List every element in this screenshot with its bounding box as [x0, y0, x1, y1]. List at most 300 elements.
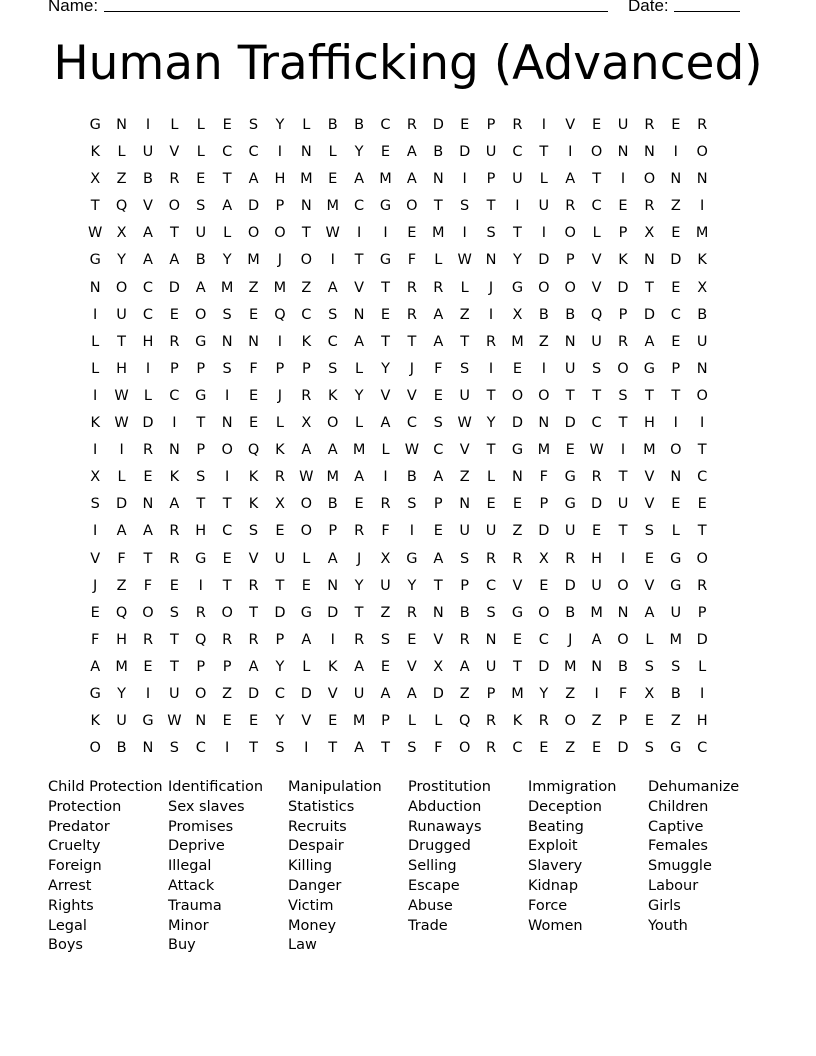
grid-letter[interactable]: H: [274, 171, 286, 188]
grid-letter[interactable]: B: [433, 144, 444, 161]
grid-letter[interactable]: I: [277, 144, 283, 161]
grid-letter[interactable]: M: [247, 252, 260, 269]
grid-letter[interactable]: E: [512, 631, 523, 648]
grid-letter[interactable]: V: [644, 496, 655, 513]
grid-letter[interactable]: T: [433, 198, 443, 215]
grid-letter[interactable]: S: [169, 740, 179, 757]
grid-letter[interactable]: V: [644, 577, 655, 594]
grid-letter[interactable]: P: [381, 713, 390, 730]
grid-letter[interactable]: J: [568, 631, 573, 648]
grid-letter[interactable]: X: [274, 496, 285, 513]
grid-letter[interactable]: N: [195, 713, 207, 730]
grid-letter[interactable]: T: [460, 333, 470, 350]
grid-letter[interactable]: R: [406, 604, 417, 621]
grid-letter[interactable]: X: [433, 658, 444, 675]
grid-letter[interactable]: N: [432, 604, 444, 621]
grid-letter[interactable]: I: [594, 685, 599, 702]
grid-letter[interactable]: I: [277, 333, 283, 350]
grid-letter[interactable]: E: [380, 306, 391, 323]
grid-letter[interactable]: B: [459, 604, 470, 621]
grid-letter[interactable]: A: [301, 631, 312, 648]
grid-letter[interactable]: B: [354, 117, 365, 133]
grid-letter[interactable]: E: [248, 415, 259, 432]
grid-letter[interactable]: T: [196, 496, 206, 513]
grid-letter[interactable]: L: [381, 442, 390, 459]
grid-letter[interactable]: N: [116, 117, 128, 133]
grid-letter[interactable]: R: [406, 279, 417, 296]
grid-letter[interactable]: U: [617, 496, 629, 513]
grid-letter[interactable]: E: [618, 198, 628, 215]
grid-letter[interactable]: S: [644, 523, 654, 540]
grid-letter[interactable]: L: [91, 360, 100, 377]
grid-letter[interactable]: V: [354, 279, 365, 296]
grid-letter[interactable]: W: [457, 415, 472, 432]
grid-letter[interactable]: U: [591, 333, 602, 350]
grid-letter[interactable]: Z: [670, 198, 681, 215]
grid-letter[interactable]: Y: [486, 415, 496, 432]
grid-letter[interactable]: P: [460, 577, 470, 594]
grid-letter[interactable]: U: [591, 577, 602, 594]
grid-letter[interactable]: L: [117, 469, 126, 486]
grid-letter[interactable]: V: [433, 631, 444, 648]
grid-letter[interactable]: Z: [222, 685, 233, 702]
grid-letter[interactable]: Q: [115, 198, 128, 215]
grid-letter[interactable]: C: [169, 387, 180, 404]
grid-letter[interactable]: F: [434, 740, 443, 757]
grid-letter[interactable]: A: [354, 171, 365, 188]
grid-letter[interactable]: D: [564, 415, 576, 432]
grid-letter[interactable]: N: [643, 144, 655, 161]
grid-letter[interactable]: U: [459, 523, 470, 540]
grid-letter[interactable]: C: [380, 117, 391, 133]
grid-letter[interactable]: M: [669, 631, 683, 648]
grid-letter[interactable]: N: [591, 658, 603, 675]
grid-letter[interactable]: I: [225, 387, 230, 404]
grid-letter[interactable]: G: [195, 550, 207, 567]
grid-letter[interactable]: R: [486, 713, 497, 730]
grid-letter[interactable]: P: [433, 496, 443, 513]
grid-letter[interactable]: T: [354, 604, 364, 621]
grid-letter[interactable]: G: [511, 279, 524, 296]
grid-letter[interactable]: P: [486, 171, 496, 188]
grid-letter[interactable]: K: [327, 387, 338, 404]
grid-letter[interactable]: T: [249, 604, 258, 621]
grid-letter[interactable]: E: [222, 713, 232, 730]
grid-letter[interactable]: M: [115, 658, 128, 675]
grid-letter[interactable]: K: [301, 333, 312, 350]
grid-letter[interactable]: T: [169, 225, 179, 242]
grid-letter[interactable]: E: [592, 523, 602, 540]
grid-letter[interactable]: U: [485, 523, 497, 540]
grid-letter[interactable]: S: [407, 740, 417, 757]
grid-letter[interactable]: R: [512, 117, 523, 133]
grid-letter[interactable]: D: [168, 279, 180, 296]
grid-letter[interactable]: A: [591, 631, 602, 648]
grid-letter[interactable]: V: [406, 658, 417, 675]
grid-letter[interactable]: O: [538, 279, 550, 296]
grid-letter[interactable]: R: [142, 631, 154, 648]
grid-letter[interactable]: M: [643, 442, 656, 459]
grid-letter[interactable]: O: [221, 442, 233, 459]
grid-letter[interactable]: R: [222, 631, 233, 648]
grid-letter[interactable]: I: [409, 523, 415, 540]
grid-letter[interactable]: Z: [565, 740, 576, 757]
grid-letter[interactable]: Q: [590, 306, 603, 323]
grid-letter[interactable]: A: [169, 496, 180, 513]
grid-letter[interactable]: H: [195, 523, 207, 540]
grid-letter[interactable]: N: [696, 171, 708, 188]
grid-letter[interactable]: R: [248, 577, 259, 594]
grid-letter[interactable]: B: [565, 306, 576, 323]
grid-letter[interactable]: O: [115, 279, 128, 296]
grid-letter[interactable]: L: [407, 713, 416, 730]
grid-letter[interactable]: C: [142, 306, 154, 323]
grid-letter[interactable]: A: [248, 658, 259, 675]
grid-letter[interactable]: G: [142, 713, 154, 730]
grid-letter[interactable]: G: [89, 685, 101, 702]
grid-letter[interactable]: H: [591, 550, 603, 567]
grid-letter[interactable]: I: [93, 523, 98, 540]
grid-letter[interactable]: R: [512, 550, 523, 567]
grid-letter[interactable]: E: [697, 496, 707, 513]
grid-letter[interactable]: V: [459, 442, 470, 459]
grid-letter[interactable]: E: [169, 577, 179, 594]
grid-letter[interactable]: P: [697, 604, 707, 621]
grid-letter[interactable]: I: [356, 225, 362, 242]
grid-letter[interactable]: E: [671, 117, 681, 133]
grid-letter[interactable]: W: [325, 225, 340, 242]
grid-letter[interactable]: D: [247, 198, 260, 215]
grid-letter[interactable]: I: [541, 360, 546, 377]
grid-letter[interactable]: S: [644, 740, 654, 757]
grid-letter[interactable]: T: [618, 523, 628, 540]
grid-letter[interactable]: C: [512, 144, 523, 161]
grid-letter[interactable]: M: [273, 279, 287, 296]
grid-letter[interactable]: Z: [301, 279, 312, 296]
grid-letter[interactable]: R: [697, 577, 708, 594]
grid-letter[interactable]: E: [90, 604, 100, 621]
grid-letter[interactable]: I: [304, 740, 309, 757]
grid-letter[interactable]: I: [330, 631, 335, 648]
grid-letter[interactable]: K: [169, 469, 180, 486]
grid-letter[interactable]: Y: [275, 117, 285, 133]
grid-letter[interactable]: W: [299, 469, 314, 486]
grid-letter[interactable]: E: [565, 442, 575, 459]
grid-letter[interactable]: I: [462, 225, 467, 242]
grid-letter[interactable]: N: [670, 171, 682, 188]
grid-letter[interactable]: D: [432, 117, 444, 133]
grid-letter[interactable]: X: [116, 225, 127, 242]
grid-letter[interactable]: O: [696, 387, 708, 404]
grid-letter[interactable]: V: [327, 685, 338, 702]
grid-letter[interactable]: O: [458, 740, 471, 757]
grid-letter[interactable]: N: [564, 333, 576, 350]
grid-letter[interactable]: G: [195, 333, 207, 350]
grid-letter[interactable]: A: [354, 658, 365, 675]
grid-letter[interactable]: J: [409, 360, 415, 377]
grid-letter[interactable]: G: [379, 198, 392, 215]
grid-letter[interactable]: A: [248, 171, 259, 188]
grid-letter[interactable]: O: [564, 225, 576, 242]
grid-letter[interactable]: M: [590, 604, 603, 621]
grid-letter[interactable]: P: [328, 523, 338, 540]
grid-letter[interactable]: Q: [458, 713, 471, 730]
grid-letter[interactable]: G: [670, 740, 682, 757]
grid-letter[interactable]: I: [172, 415, 177, 432]
grid-letter[interactable]: X: [697, 279, 708, 296]
grid-letter[interactable]: S: [248, 117, 259, 133]
grid-letter[interactable]: V: [301, 713, 312, 730]
grid-letter[interactable]: C: [591, 198, 602, 215]
grid-letter[interactable]: U: [485, 658, 497, 675]
grid-letter[interactable]: A: [380, 415, 391, 432]
grid-letter[interactable]: D: [643, 306, 655, 323]
grid-letter[interactable]: B: [143, 171, 153, 188]
grid-letter[interactable]: V: [169, 144, 180, 161]
grid-letter[interactable]: X: [538, 550, 549, 567]
grid-letter[interactable]: O: [406, 198, 418, 215]
grid-letter[interactable]: C: [697, 469, 708, 486]
grid-letter[interactable]: R: [169, 550, 180, 567]
grid-letter[interactable]: O: [564, 713, 576, 730]
grid-letter[interactable]: M: [511, 685, 524, 702]
grid-letter[interactable]: O: [142, 604, 154, 621]
grid-letter[interactable]: O: [221, 604, 233, 621]
grid-letter[interactable]: O: [300, 523, 313, 540]
grid-letter[interactable]: P: [275, 631, 285, 648]
grid-letter[interactable]: I: [93, 387, 98, 404]
grid-letter[interactable]: B: [618, 658, 628, 675]
grid-letter[interactable]: V: [591, 252, 602, 269]
grid-letter[interactable]: G: [670, 577, 682, 594]
grid-letter[interactable]: J: [488, 279, 494, 296]
grid-letter[interactable]: S: [222, 360, 232, 377]
grid-letter[interactable]: E: [196, 171, 206, 188]
grid-letter[interactable]: S: [328, 360, 338, 377]
grid-letter[interactable]: Y: [117, 252, 127, 269]
grid-letter[interactable]: A: [433, 469, 444, 486]
grid-letter[interactable]: P: [486, 685, 496, 702]
grid-letter[interactable]: T: [196, 415, 206, 432]
grid-letter[interactable]: H: [116, 631, 128, 648]
grid-letter[interactable]: I: [462, 171, 467, 188]
grid-letter[interactable]: A: [354, 740, 365, 757]
grid-letter[interactable]: M: [352, 713, 366, 730]
grid-letter[interactable]: N: [617, 144, 629, 161]
grid-letter[interactable]: E: [486, 496, 496, 513]
grid-letter[interactable]: D: [327, 604, 339, 621]
grid-letter[interactable]: U: [564, 360, 576, 377]
grid-letter[interactable]: Q: [247, 442, 260, 459]
grid-letter[interactable]: T: [433, 577, 443, 594]
grid-letter[interactable]: N: [617, 604, 629, 621]
grid-letter[interactable]: D: [564, 577, 576, 594]
grid-letter[interactable]: J: [356, 550, 362, 567]
grid-letter[interactable]: N: [432, 171, 444, 188]
grid-letter[interactable]: N: [89, 279, 101, 296]
grid-letter[interactable]: A: [644, 333, 655, 350]
grid-letter[interactable]: I: [673, 415, 678, 432]
grid-letter[interactable]: T: [671, 387, 681, 404]
grid-letter[interactable]: H: [142, 333, 154, 350]
grid-letter[interactable]: R: [433, 279, 444, 296]
grid-letter[interactable]: B: [195, 252, 206, 269]
grid-letter[interactable]: D: [142, 415, 154, 432]
grid-letter[interactable]: S: [328, 306, 338, 323]
grid-letter[interactable]: R: [459, 631, 470, 648]
grid-letter[interactable]: U: [538, 198, 550, 215]
grid-letter[interactable]: B: [327, 496, 338, 513]
grid-letter[interactable]: E: [433, 387, 443, 404]
grid-letter[interactable]: N: [300, 144, 312, 161]
grid-letter[interactable]: W: [457, 252, 472, 269]
grid-letter[interactable]: O: [696, 144, 708, 161]
grid-letter[interactable]: R: [169, 333, 180, 350]
grid-letter[interactable]: K: [327, 658, 338, 675]
grid-letter[interactable]: T: [486, 387, 496, 404]
grid-letter[interactable]: E: [460, 117, 470, 133]
grid-letter[interactable]: B: [670, 685, 681, 702]
grid-letter[interactable]: E: [644, 550, 654, 567]
grid-letter[interactable]: F: [434, 360, 443, 377]
grid-letter[interactable]: E: [222, 550, 232, 567]
grid-letter[interactable]: S: [248, 523, 259, 540]
grid-letter[interactable]: Z: [116, 577, 127, 594]
grid-letter[interactable]: A: [354, 469, 365, 486]
grid-letter[interactable]: L: [355, 415, 364, 432]
grid-letter[interactable]: R: [169, 171, 180, 188]
grid-letter[interactable]: K: [90, 415, 100, 432]
grid-letter[interactable]: S: [196, 198, 206, 215]
grid-letter[interactable]: J: [93, 577, 98, 594]
grid-letter[interactable]: V: [591, 279, 602, 296]
grid-letter[interactable]: E: [539, 577, 549, 594]
grid-letter[interactable]: T: [381, 333, 390, 350]
grid-letter[interactable]: D: [274, 604, 286, 621]
grid-letter[interactable]: K: [248, 469, 259, 486]
grid-letter[interactable]: L: [302, 658, 311, 675]
grid-letter[interactable]: D: [116, 496, 128, 513]
grid-letter[interactable]: A: [195, 279, 206, 296]
grid-letter[interactable]: E: [671, 225, 681, 242]
grid-letter[interactable]: U: [116, 306, 127, 323]
grid-letter[interactable]: X: [644, 225, 655, 242]
grid-letter[interactable]: N: [142, 740, 154, 757]
grid-letter[interactable]: U: [353, 685, 365, 702]
grid-letter[interactable]: U: [142, 144, 154, 161]
grid-letter[interactable]: R: [617, 333, 629, 350]
grid-letter[interactable]: S: [90, 496, 100, 513]
grid-letter[interactable]: E: [407, 225, 417, 242]
grid-letter[interactable]: R: [301, 387, 312, 404]
grid-letter[interactable]: W: [167, 713, 182, 730]
grid-letter[interactable]: O: [590, 144, 603, 161]
grid-letter[interactable]: G: [406, 550, 418, 567]
grid-letter[interactable]: U: [512, 171, 523, 188]
grid-letter[interactable]: E: [539, 740, 549, 757]
grid-letter[interactable]: C: [222, 144, 233, 161]
grid-letter[interactable]: U: [485, 144, 497, 161]
grid-letter[interactable]: F: [539, 469, 548, 486]
grid-letter[interactable]: W: [404, 442, 420, 459]
grid-letter[interactable]: R: [142, 442, 154, 459]
grid-letter[interactable]: A: [406, 685, 417, 702]
grid-letter[interactable]: R: [274, 469, 285, 486]
grid-letter[interactable]: A: [433, 550, 444, 567]
grid-letter[interactable]: O: [538, 387, 550, 404]
grid-letter[interactable]: I: [330, 252, 335, 269]
grid-letter[interactable]: R: [354, 631, 365, 648]
grid-letter[interactable]: C: [433, 442, 444, 459]
grid-letter[interactable]: O: [564, 279, 576, 296]
grid-letter[interactable]: T: [486, 442, 496, 459]
grid-letter[interactable]: U: [195, 225, 207, 242]
grid-letter[interactable]: L: [645, 631, 654, 648]
grid-letter[interactable]: D: [247, 685, 260, 702]
grid-letter[interactable]: L: [539, 171, 548, 188]
grid-letter[interactable]: G: [670, 550, 682, 567]
grid-letter[interactable]: N: [485, 252, 497, 269]
grid-letter[interactable]: U: [617, 117, 629, 133]
grid-letter[interactable]: A: [459, 658, 470, 675]
grid-letter[interactable]: T: [592, 387, 602, 404]
grid-letter[interactable]: E: [512, 496, 523, 513]
grid-letter[interactable]: W: [589, 442, 604, 459]
grid-letter[interactable]: C: [485, 577, 497, 594]
grid-letter[interactable]: O: [274, 225, 286, 242]
grid-letter[interactable]: D: [617, 740, 629, 757]
grid-letter[interactable]: O: [327, 415, 339, 432]
date-blank-line[interactable]: [674, 11, 740, 12]
grid-letter[interactable]: S: [275, 740, 285, 757]
grid-letter[interactable]: G: [379, 252, 392, 269]
grid-letter[interactable]: C: [248, 144, 259, 161]
grid-letter[interactable]: T: [354, 252, 364, 269]
grid-letter[interactable]: G: [643, 360, 656, 377]
grid-letter[interactable]: U: [670, 604, 682, 621]
grid-letter[interactable]: P: [618, 713, 628, 730]
grid-letter[interactable]: M: [326, 469, 339, 486]
grid-letter[interactable]: P: [275, 360, 285, 377]
grid-letter[interactable]: U: [274, 550, 286, 567]
grid-letter[interactable]: I: [383, 469, 388, 486]
grid-letter[interactable]: T: [618, 415, 628, 432]
grid-letter[interactable]: D: [670, 252, 682, 269]
grid-letter[interactable]: P: [196, 360, 206, 377]
grid-letter[interactable]: F: [143, 577, 153, 594]
grid-letter[interactable]: X: [380, 550, 391, 567]
grid-letter[interactable]: Y: [513, 252, 522, 269]
grid-letter[interactable]: A: [116, 523, 127, 540]
grid-letter[interactable]: E: [248, 306, 259, 323]
grid-letter[interactable]: F: [407, 252, 417, 269]
grid-letter[interactable]: L: [302, 550, 311, 567]
grid-letter[interactable]: D: [696, 631, 708, 648]
grid-letter[interactable]: O: [696, 550, 708, 567]
grid-letter[interactable]: L: [91, 333, 100, 350]
grid-letter[interactable]: Y: [407, 577, 417, 594]
grid-letter[interactable]: B: [565, 604, 576, 621]
grid-letter[interactable]: Z: [116, 171, 127, 188]
grid-letter[interactable]: G: [564, 496, 576, 513]
grid-letter[interactable]: E: [248, 387, 259, 404]
grid-letter[interactable]: I: [145, 685, 151, 702]
grid-letter[interactable]: J: [277, 387, 283, 404]
grid-letter[interactable]: U: [116, 713, 127, 730]
grid-letter[interactable]: O: [538, 604, 550, 621]
grid-letter[interactable]: T: [117, 333, 127, 350]
grid-letter[interactable]: O: [195, 306, 207, 323]
